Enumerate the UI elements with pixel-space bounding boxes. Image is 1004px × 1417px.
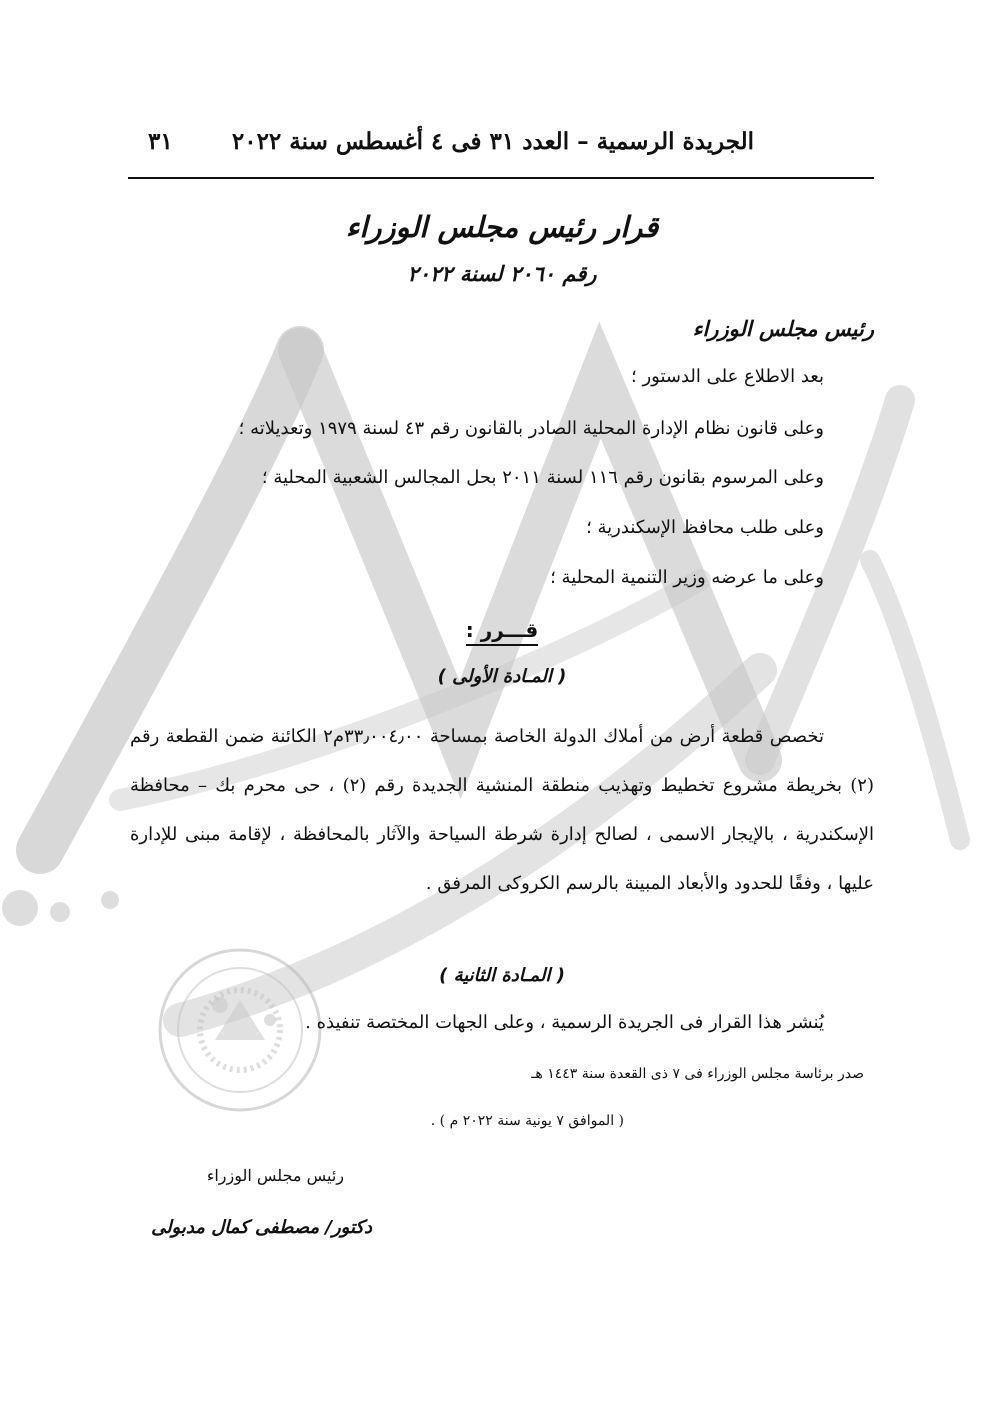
- preamble-line: وعلى ما عرضه وزير التنمية المحلية ؛: [550, 567, 824, 588]
- signatory-name: دكتور/ مصطفى كمال مدبولى: [151, 1217, 372, 1238]
- article-2-heading: ( المـادة الثانية ): [439, 965, 565, 986]
- article-1-heading: ( المـادة الأولى ): [437, 666, 567, 687]
- header-divider: [128, 177, 874, 179]
- signatory-title: رئيس مجلس الوزراء: [206, 1166, 344, 1185]
- preamble-line: وعلى طلب محافظ الإسكندرية ؛: [586, 517, 824, 538]
- preamble-line: وعلى المرسوم بقانون رقم ١١٦ لسنة ٢٠١١ بحل المجالس الشعبية المحلية ؛: [261, 467, 824, 488]
- page-number: ٣١: [148, 128, 173, 155]
- preamble-line: بعد الاطلاع على الدستور ؛: [631, 366, 824, 387]
- issuer-heading: رئيس مجلس الوزراء: [692, 317, 874, 341]
- running-header: الجريدة الرسمية – العدد ٣١ فى ٤ أغسطس سنة ٢٠٢٢: [231, 128, 754, 155]
- decided-label: قـــرر :: [0, 618, 1004, 642]
- decree-number: رقم ٢٠٦٠ لسنة ٢٠٢٢: [407, 262, 597, 286]
- article-2-body: يُنشر هذا القرار فى الجريدة الرسمية ، وعلى الجهات المختصة تنفيذه .: [305, 1012, 824, 1033]
- watermark-logo-icon: [0, 200, 1004, 1200]
- issued-date: صدر برئاسة مجلس الوزراء فى ٧ ذى القعدة سنة ١٤٤٣ هـ: [531, 1066, 864, 1082]
- decree-title: قرار رئيس مجلس الوزراء: [345, 210, 659, 244]
- preamble-line: وعلى قانون نظام الإدارة المحلية الصادر بالقانون رقم ٤٣ لسنة ١٩٧٩ وتعديلاته ؛: [238, 418, 824, 439]
- article-1-body: تخصص قطعة أرض من أملاك الدولة الخاصة بمساحة ٣٣٫٠٠٤٫٠٠م٢ الكائنة ضمن القطعة رقم (٢) بخريطة مشروع تخطيط وتهذيب منطقة المنشية الجديدة رقم (٢) ، حى محرم بك – محافظة الإسكندرية ، بالإيجار الاسمى ، لصالح إدارة شرطة السياحة والآثار بالمحافظة ، لإقامة مبنى للإدارة عليها ، وفقًا للحدود والأبعاد المبينة بالرسم الكروكى المرفق .: [130, 726, 874, 894]
- gregorian-date: ( الموافق ٧ يونية سنة ٢٠٢٢ م ) .: [430, 1113, 624, 1129]
